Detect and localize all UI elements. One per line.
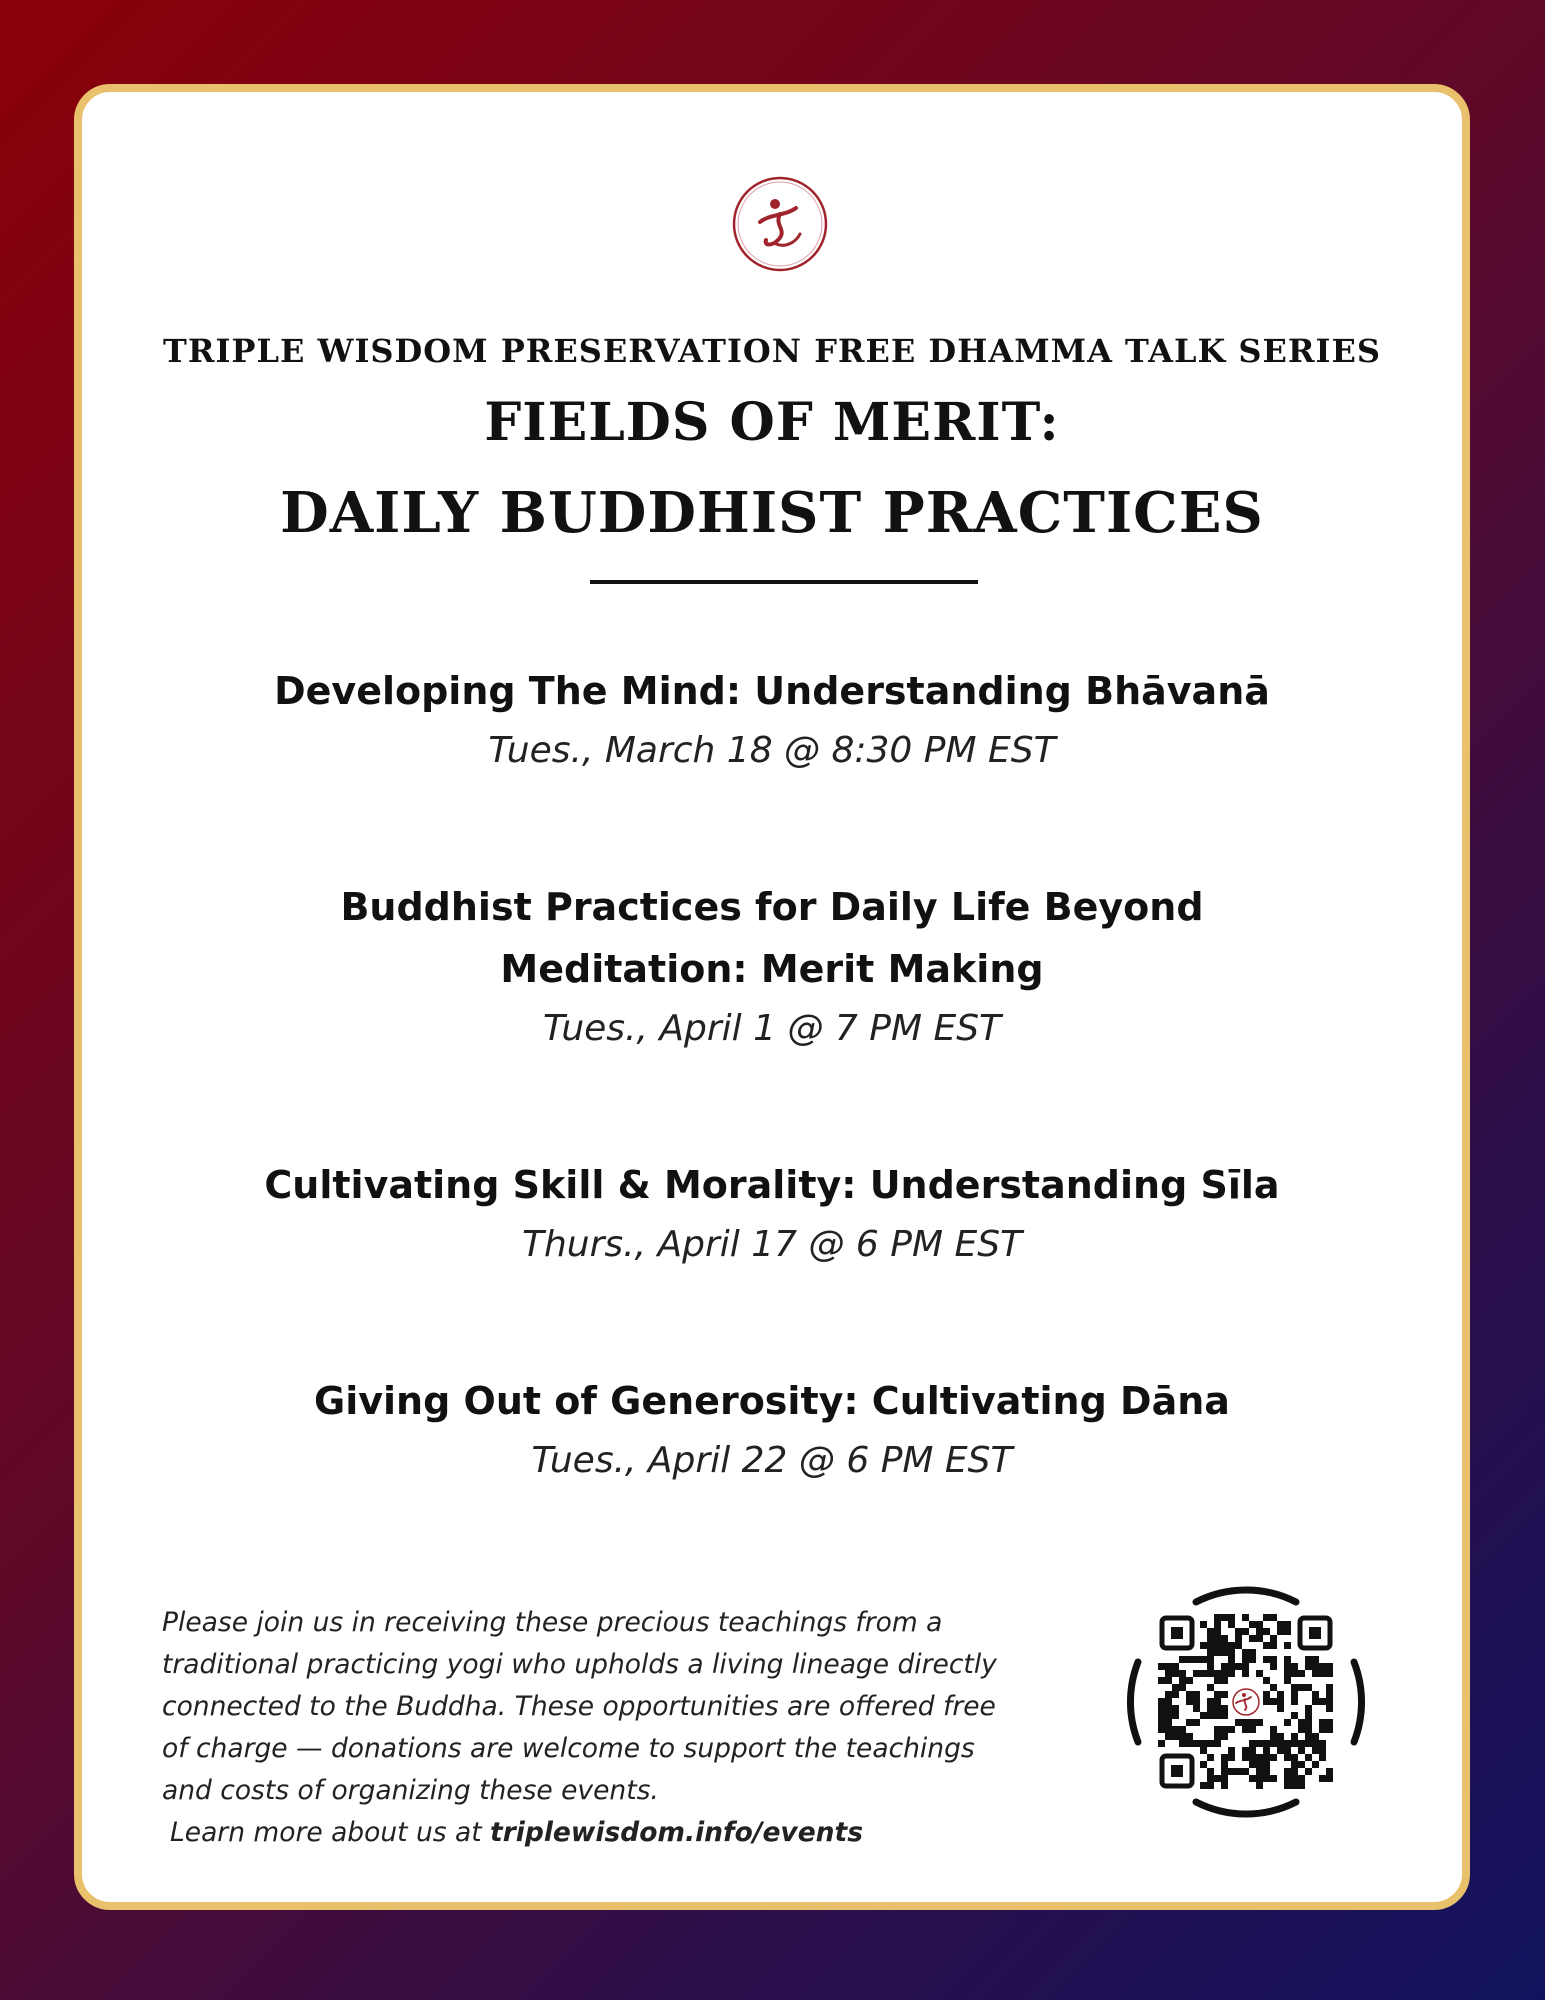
talk-1-date: Tues., March 18 @ 8:30 PM EST (488, 730, 1056, 771)
invitation-line: of charge — donations are welcome to support the teachings (162, 1733, 975, 1764)
talk-4-title: Giving Out of Generosity: Cultivating Dāna (314, 1379, 1230, 1423)
learn-more-line (170, 1812, 1102, 1854)
talk-2-date: Tues., April 1 @ 7 PM EST (542, 1008, 1002, 1049)
talk-2-title-line-2: Meditation: Merit Making (500, 947, 1044, 991)
qr-code-icon (1126, 1582, 1366, 1822)
invitation-line: connected to the Buddha. These opportunities are offered free (162, 1691, 996, 1722)
series-heading: TRIPLE WISDOM PRESERVATION FREE DHAMMA TALK SERIES (163, 332, 1381, 370)
page-title-line-1: FIELDS OF MERIT: (484, 392, 1060, 453)
learn-more-prefix: Learn more about us at (170, 1817, 491, 1848)
invitation-paragraph (162, 1602, 1102, 1854)
talk-3-date: Thurs., April 17 @ 6 PM EST (521, 1224, 1023, 1265)
invitation-line: and costs of organizing these events. (162, 1775, 659, 1806)
invitation-line: Please join us in receiving these precious teachings from a (162, 1607, 943, 1638)
talk-2-title-line-1: Buddhist Practices for Daily Life Beyond (340, 885, 1204, 929)
talk-4-date: Tues., April 22 @ 6 PM EST (531, 1440, 1013, 1481)
title-divider (590, 580, 978, 584)
talk-3-title: Cultivating Skill & Morality: Understanding Sīla (264, 1163, 1280, 1207)
talk-1-title: Developing The Mind: Understanding Bhāvanā (274, 669, 1270, 713)
invitation-line: traditional practicing yogi who upholds a living lineage directly (162, 1649, 997, 1680)
events-link[interactable]: triplewisdom.info/events (490, 1817, 863, 1848)
meditating-figure-logo-icon (730, 174, 830, 274)
page-title-line-2: DAILY BUDDHIST PRACTICES (280, 480, 1264, 546)
qr-code[interactable] (1126, 1582, 1366, 1822)
flyer-card (74, 84, 1470, 1910)
